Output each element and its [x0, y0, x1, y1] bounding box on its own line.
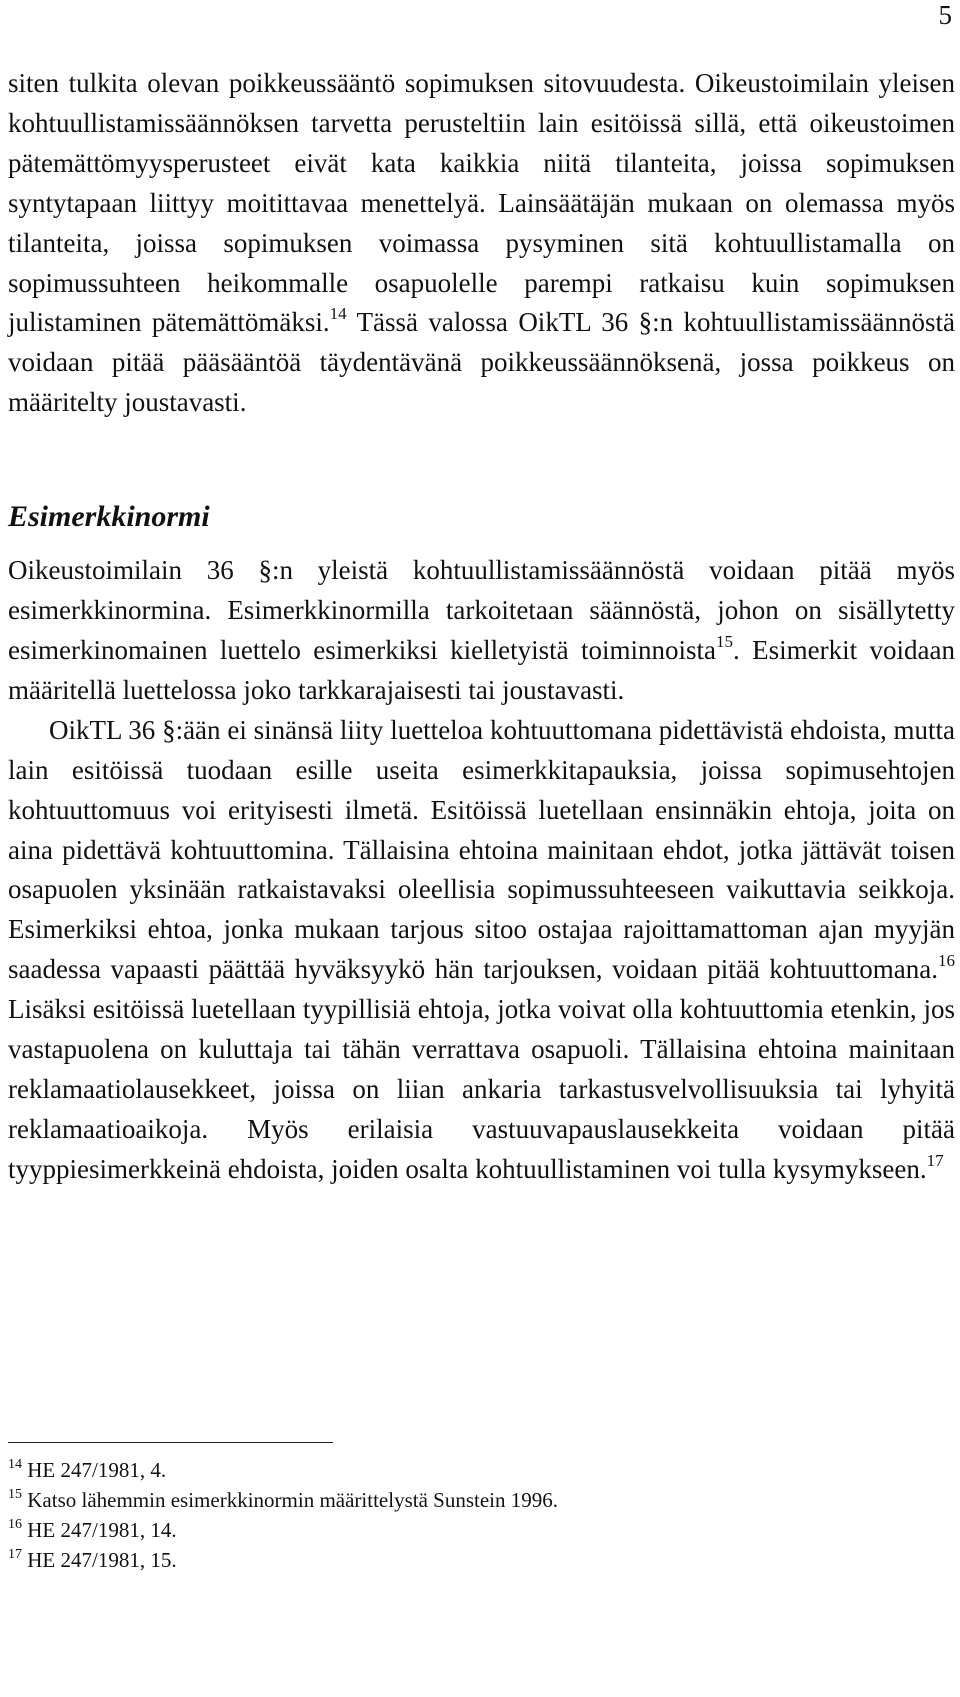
footnote-17 [8, 1545, 558, 1575]
para1-text-b: . Esimerkit voidaan määritellä luettelossa joko tarkkarajaisesti tai joustavasti. [8, 634, 955, 705]
para2-text-a: OikTL 36 §:ään ei sinänsä liity luetteloa kohtuuttomana pidettävistä ehdoista, mutta lain esitöissä tuodaan esille useita esimerkkitapauksia, joissa sopimusehtojen kohtuuttomuus voi erityisesti ilmetä. Esitöissä luetellaan ensinnäkin ehtoja, joita on aina pidettävä kohtuuttomina. Tällaisina ehtoina mainitaan ehdot, jotka jättävät toisen osapuolen yksinään ratkaistavaksi oleellisia sopimussuhteeseen vaikuttavia seikkoja. Esimerkiksi ehtoa, jonka mukaan tarjous sitoo ostajaa rajoittamattoman ajan myyjän saadessa vapaasti päättää hyväksyykö hän tarjouksen, voidaan pitää kohtuuttomana. [8, 714, 955, 985]
section-paragraph-2 [8, 711, 955, 1190]
footnote-ref-17[interactable]: 17 [926, 1150, 944, 1170]
footnote-ref-15[interactable]: 15 [715, 631, 733, 651]
intro-text-a: siten tulkita olevan poikkeussääntö sopimuksen sitovuudesta. Oikeustoimilain yleisen kohtuullistamissäännöksen tarvetta perusteltiin lain esitöissä sillä, että oikeustoimen pätemättömyysperusteet eivät kata kaikkia niitä tilanteita, joissa sopimuksen syntytapaan liittyy moitittavaa menettelyä. Lainsäätäjän mukaan on olemassa myös tilanteita, joissa sopimuksen voimassa pysyminen sitä kohtuullistamalla on sopimussuhteen heikommalle osapuolelle parempi ratkaisu kuin sopimuksen julistaminen pätemättömäksi. [8, 68, 955, 338]
footnote-ref-16[interactable]: 16 [938, 951, 955, 971]
footnote-text: Katso lähemmin esimerkkinormin määrittelystä Sunstein 1996. [27, 1488, 558, 1512]
footnote-16 [8, 1515, 558, 1545]
para2-text-b: Lisäksi esitöissä luetellaan tyypillisiä ehtoja, jotka voivat olla kohtuuttomia etenkin, jos vastapuolena on kuluttaja tai tähän verrattava osapuoli. Tällaisina ehtoina mainitaan reklamaatiolausekkeet, joissa on liian ankaria tarkastusvelvollisuuksia tai lyhyitä reklamaatioaikoja. Myös erilaisia vastuuvapauslausekkeita voidaan pitää tyyppiesimerkkeinä ehdoista, joiden osalta kohtuullistaminen voi tulla kysymykseen. [8, 994, 955, 1184]
footnotes [8, 1455, 558, 1575]
footnote-number: 14 [8, 1457, 22, 1472]
footnote-14 [8, 1455, 558, 1485]
para1-text-a: Oikeustoimilain 36 §:n yleistä kohtuullistamissäännöstä voidaan pitää myös esimerkkinormina. Esimerkkinormilla tarkoitetaan säännöstä, johon on sisällytetty esimerkinomainen luettelo esimerkiksi kielletyistä toiminnoista [8, 555, 955, 665]
intro-paragraph [8, 64, 955, 423]
footnote-number: 16 [8, 1517, 22, 1532]
section-paragraph-1 [8, 551, 955, 711]
footnote-number: 15 [8, 1487, 22, 1502]
page-number: 5 [938, 0, 952, 30]
main-text [8, 64, 955, 1190]
footnote-divider [8, 1442, 333, 1443]
footnote-number: 17 [8, 1547, 22, 1562]
footnote-text: HE 247/1981, 15. [27, 1548, 177, 1572]
footnote-text: HE 247/1981, 4. [27, 1458, 167, 1482]
section-heading: Esimerkkinormi [8, 500, 210, 534]
footnote-15 [8, 1485, 558, 1515]
intro-text-b: Tässä valossa OikTL 36 §:n kohtuullistamissäännöstä voidaan pitää pääsääntöä täydentävänä poikkeussäännöksenä, jossa poikkeus on määritelty joustavasti. [8, 307, 956, 418]
footnote-ref-14[interactable]: 14 [329, 304, 347, 324]
footnote-text: HE 247/1981, 14. [27, 1518, 177, 1542]
